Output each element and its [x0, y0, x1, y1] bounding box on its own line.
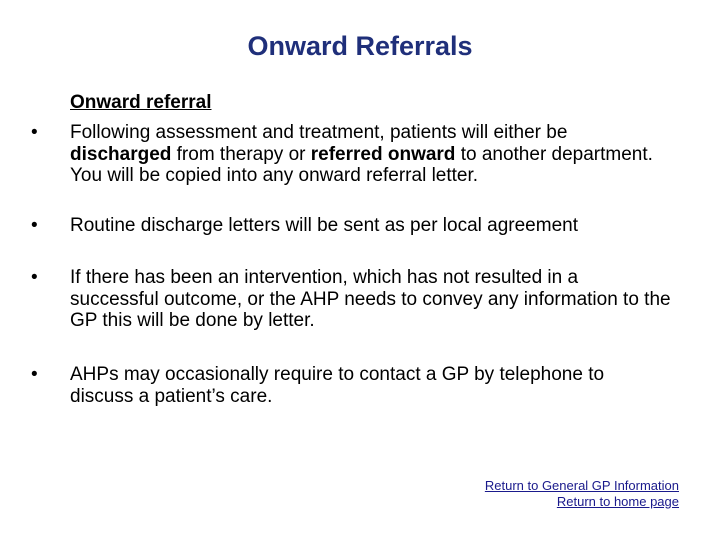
bullet-text: Routine discharge letters will be sent as per local agreement [70, 215, 578, 236]
bullet-item-intervention [31, 267, 671, 332]
bullet-icon: • [31, 122, 38, 143]
bullet-text-emphasis-discharged: discharged [70, 143, 172, 165]
section-subheading: Onward referral [70, 92, 212, 113]
bullet-text-segment: to another department. You will be copied into any onward referral letter. [70, 143, 653, 186]
bullet-text-segment: Following assessment and treatment, patients will either be [70, 122, 568, 143]
bullet-item-referral [31, 122, 671, 187]
bullet-text: AHPs may occasionally require to contact a GP by telephone to discuss a patient’s care. [70, 364, 605, 407]
return-general-gp-link[interactable]: Return to General GP Information [484, 478, 679, 493]
bullet-text [70, 122, 671, 187]
navigation-links [485, 478, 679, 510]
bullet-item-discharge-letters [31, 215, 671, 237]
return-home-link[interactable]: Return to home page [556, 494, 679, 509]
bullet-icon: • [31, 364, 38, 385]
bullet-icon: • [31, 267, 38, 288]
bullet-text: If there has been an intervention, which has not resulted in a successful outcome, or the AHP needs to convey any information to the GP this will be done by letter. [70, 267, 671, 331]
page-title: Onward Referrals [247, 31, 473, 61]
bullet-icon: • [31, 215, 38, 236]
bullet-text-emphasis-referred-onward: referred onward [310, 143, 456, 165]
bullet-text-segment: from therapy or [171, 143, 311, 165]
bullet-item-telephone [31, 364, 671, 407]
